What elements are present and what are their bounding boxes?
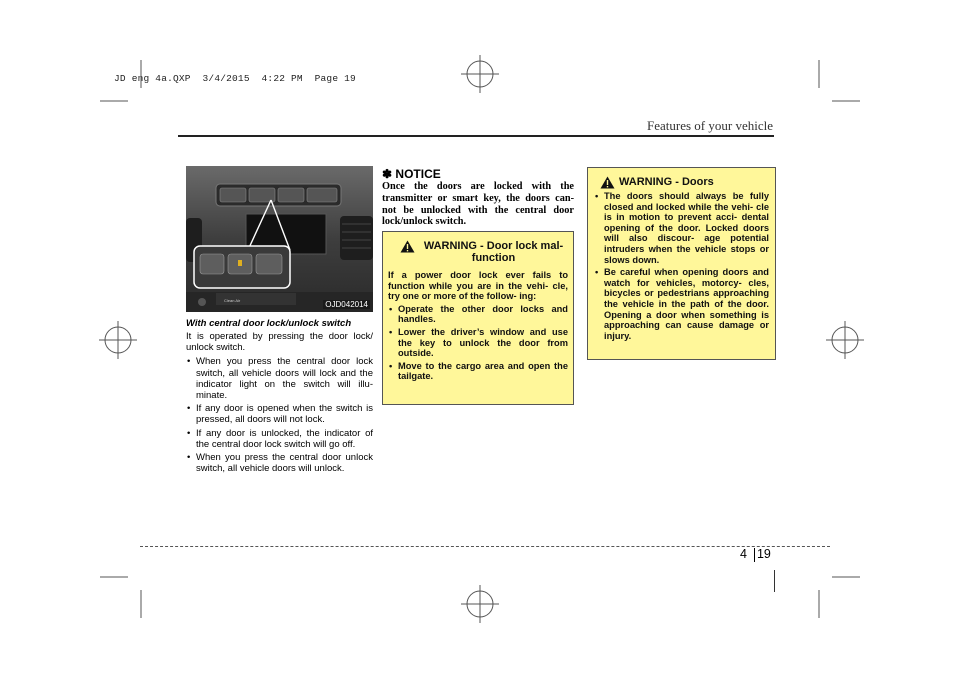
- list-item: • Move to the cargo area and open the tailgate.: [388, 361, 568, 382]
- warning-title: WARNING - Doors: [619, 176, 714, 188]
- warning-door-lock-malfunction: [382, 231, 574, 405]
- list-item: • Operate the other door locks and handles.: [388, 304, 568, 325]
- list-item: • The doors should always be fully closed and locked while the vehi- cle is in motion to prevent acci- dental opening of the door. Locked doors will also discour- age potential intruders when the vehicle stops or slows down.: [594, 191, 769, 265]
- page-separator: [754, 548, 755, 562]
- page-tick: [774, 570, 775, 592]
- warning-triangle-icon: [400, 240, 415, 253]
- page-number: [740, 547, 771, 561]
- section-title: Features of your vehicle: [647, 118, 773, 133]
- central-lock-list: [186, 356, 373, 474]
- chapter-number: 4: [740, 547, 747, 561]
- print-file-info: JD eng 4a.QXP 3/4/2015 4:22 PM Page 19: [114, 73, 356, 84]
- list-item: • If any door is unlocked, the indicator of the central door lock switch will go off.: [186, 428, 373, 450]
- warning-doors: [587, 167, 776, 360]
- notice-icon: ✽: [382, 167, 393, 181]
- page-index: 19: [756, 547, 771, 561]
- list-item: • If any door is opened when the switch is pressed, all doors will not lock.: [186, 403, 373, 425]
- notice-body: Once the doors are locked with the transmitter or smart key, the doors can- not be unlocked with the central door lock/unlock switch.: [382, 181, 574, 228]
- footer-rule: [140, 546, 830, 547]
- warning-intro: If a power door lock ever fails to function while you are in the vehi- cle, try one or more of the follow- ing:: [388, 270, 568, 302]
- door-lock-switch-photo: [186, 166, 373, 312]
- photo-code: OJD042014: [325, 300, 368, 309]
- warning-title: WARNING - Door lock mal- function: [423, 240, 564, 264]
- panel-label: Clean Air: [224, 298, 241, 303]
- notice-title: NOTICE: [395, 167, 441, 181]
- list-item: • Be careful when opening doors and watch for vehicles, motorcy- cles, bicycles or pedestrians approaching the vehicle in the path of the door. Opening a door when something is approaching can cause damage or injury.: [594, 267, 769, 341]
- list-item: • Lower the driver’s window and use the key to unlock the door from outside.: [388, 327, 568, 359]
- central-lock-intro: It is operated by pressing the door lock/ unlock switch.: [186, 331, 373, 354]
- header-rule: [178, 135, 774, 137]
- list-item: • When you press the central door lock switch, all vehicle doors will lock and the indicator light on the switch will illu- minate.: [186, 356, 373, 401]
- warning-triangle-icon: [600, 176, 615, 189]
- photo-caption: With central door lock/unlock switch: [186, 318, 352, 329]
- list-item: • When you press the central door unlock switch, all vehicle doors will unlock.: [186, 452, 373, 474]
- central-lock-text: [186, 331, 373, 476]
- notice-heading: [382, 167, 441, 181]
